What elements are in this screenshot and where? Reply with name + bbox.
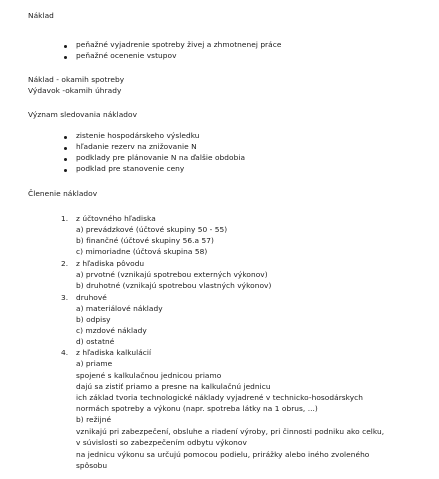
item-line: vznikajú pri zabezpečení, obsluhe a riadení výroby, pri činnosti podniku ako celku,: [76, 427, 385, 436]
item-title: z hľadiska kalkulácií: [76, 348, 152, 357]
bullet-icon: [64, 147, 67, 150]
bullet-icon: [64, 136, 67, 139]
bullet-icon: [64, 169, 67, 172]
item-number: 1.: [61, 214, 69, 223]
item-title: z hľadiska pôvodu: [76, 259, 145, 268]
item-line: b) odpisy: [76, 315, 111, 324]
heading-clenenie: Členenie nákladov: [28, 189, 98, 198]
item-line: c) mimoriadne (účtová skupina 58): [76, 247, 208, 256]
definition-vydavok: Výdavok -okamih úhrady: [28, 86, 122, 95]
list-item: zistenie hospodárskeho výsledku: [76, 131, 200, 140]
heading-vyznam: Význam sledovania nákladov: [28, 110, 138, 119]
item-title: druhové: [76, 293, 107, 302]
item-number: 2.: [61, 259, 69, 268]
item-line: c) mzdové náklady: [76, 326, 147, 335]
item-line: na jednicu výkonu sa určujú pomocou podielu, prirážky alebo iného zvoleného: [76, 450, 370, 459]
item-line: spôsobu: [76, 461, 108, 470]
list-item: peňažné ocenenie vstupov: [76, 51, 177, 60]
list-item: peňažné vyjadrenie spotreby živej a zhmotnenej práce: [76, 40, 282, 49]
item-line: a) materiálové náklady: [76, 304, 163, 313]
item-line: a) priame: [76, 359, 113, 368]
item-line: ich základ tvoria technologické náklady vyjadrené v technicko-hosodárskych: [76, 393, 364, 402]
item-line: spojené s kalkulačnou jednicou priamo: [76, 371, 222, 380]
item-line: b) druhotné (vznikajú spotrebou vlastných výkonov): [76, 281, 272, 290]
list-item: hľadanie rezerv na znižovanie N: [76, 142, 197, 151]
item-line: a) prvotné (vznikajú spotrebou externých výkonov): [76, 270, 268, 279]
item-line: b) finančné (účtové skupiny 56.a 57): [76, 236, 214, 245]
item-number: 4.: [61, 348, 69, 357]
item-line: a) prevádzkové (účtové skupiny 50 - 55): [76, 225, 228, 234]
item-line: dajú sa zistiť priamo a presne na kalkulačnú jednicu: [76, 382, 271, 391]
item-line: normách spotreby a výkonu (napr. spotreba látky na 1 obrus, ...): [76, 404, 318, 413]
list-item: podklad pre stanovenie ceny: [76, 164, 185, 173]
item-line: d) ostatné: [76, 337, 115, 346]
definition-naklad: Náklad - okamih spotreby: [28, 75, 125, 84]
item-line: b) režijné: [76, 415, 112, 424]
bullet-icon: [64, 158, 67, 161]
item-number: 3.: [61, 293, 69, 302]
item-line: v súvislosti so zabezpečením odbytu výkonov: [76, 438, 247, 447]
bullet-icon: [64, 56, 67, 59]
list-item: podklady pre plánovanie N na ďalšie obdobia: [76, 153, 246, 162]
item-title: z účtovného hľadiska: [76, 214, 156, 223]
bullet-icon: [64, 45, 67, 48]
heading-naklad: Náklad: [28, 11, 54, 20]
